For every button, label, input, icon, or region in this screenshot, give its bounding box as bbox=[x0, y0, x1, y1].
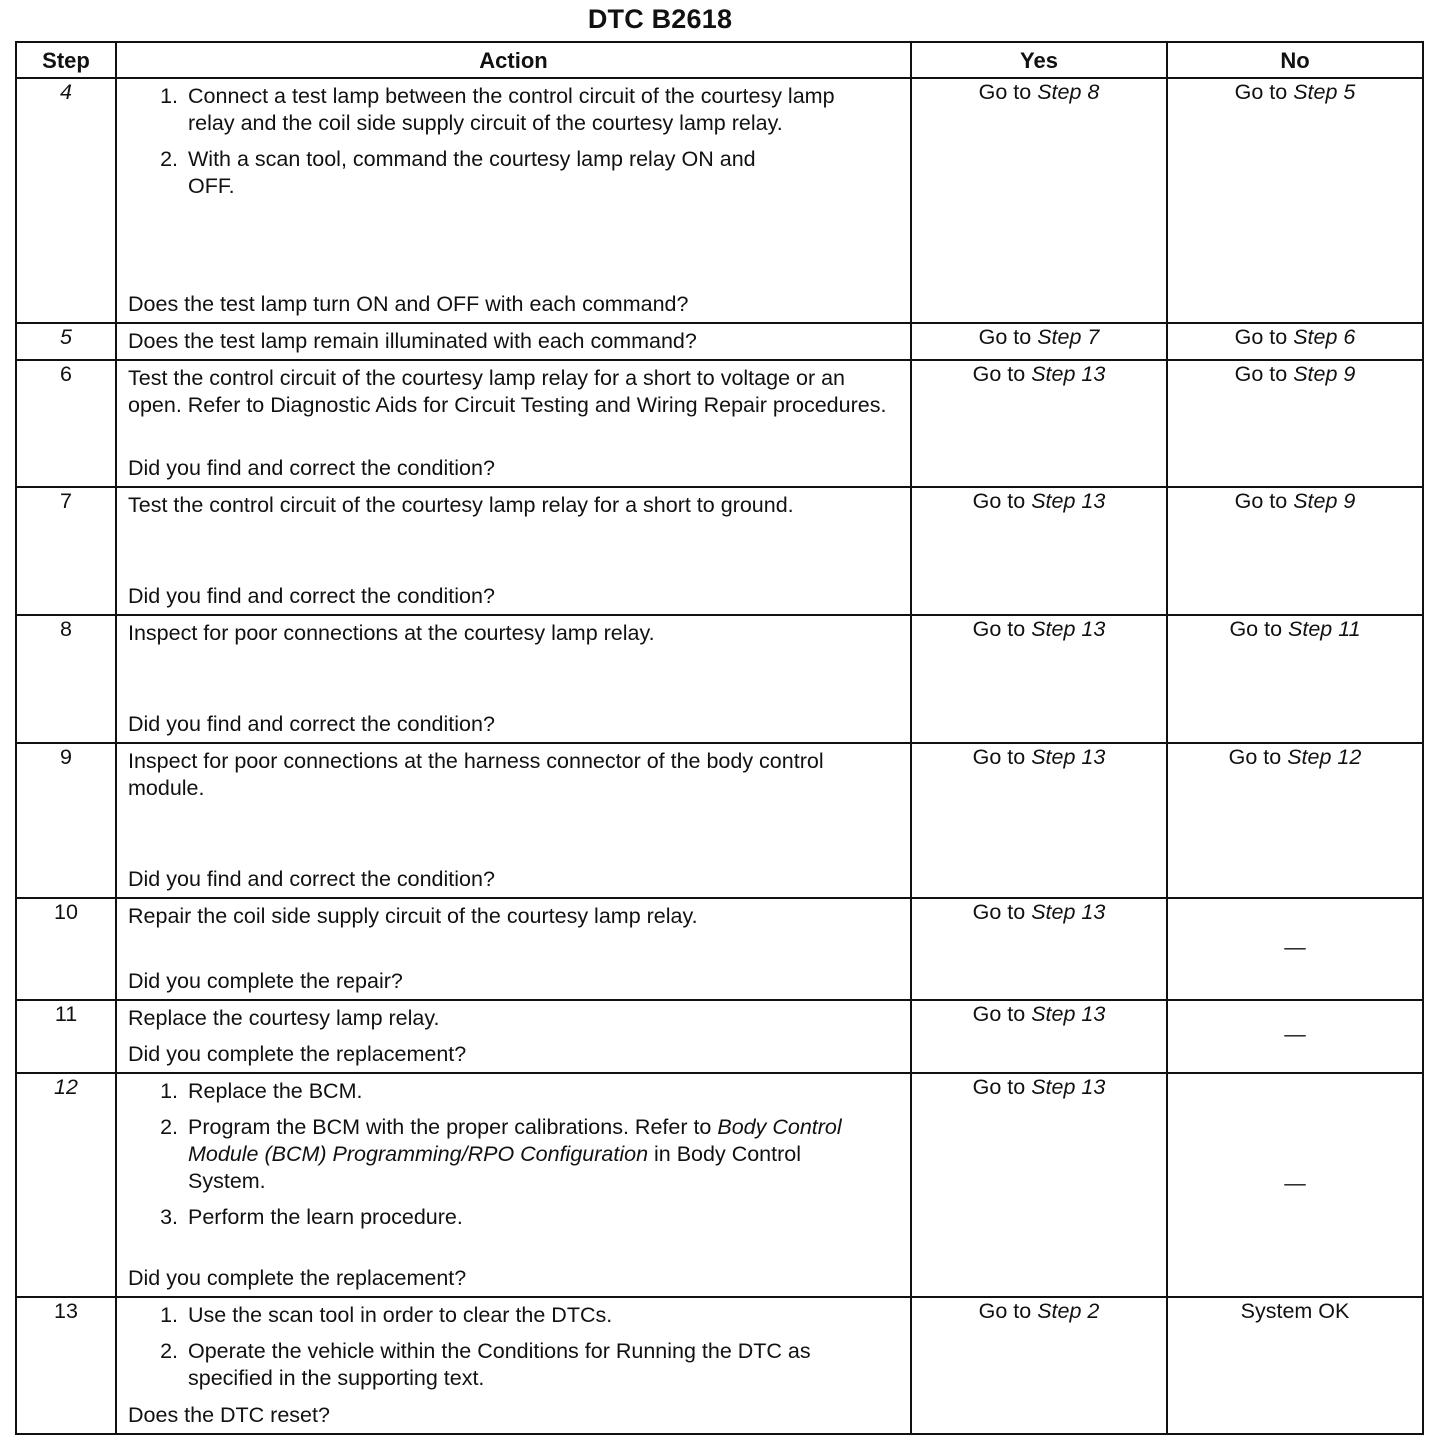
action-question: Does the test lamp turn ON and OFF with each command? bbox=[128, 292, 689, 316]
table-row-step-9 bbox=[16, 743, 1423, 898]
table-row-step-10 bbox=[16, 898, 1423, 1000]
step-number: 5 bbox=[16, 323, 116, 360]
no-cell bbox=[1167, 487, 1423, 615]
yes-cell bbox=[911, 743, 1167, 898]
go-to-label: Go to bbox=[1234, 325, 1294, 349]
go-to-label: Go to bbox=[1229, 617, 1289, 641]
action-list bbox=[128, 1302, 900, 1392]
action-question: Did you find and correct the condition? bbox=[128, 584, 495, 608]
no-step-link[interactable]: Step 6 bbox=[1293, 325, 1356, 349]
no-cell bbox=[1167, 615, 1423, 743]
yes-step-link[interactable]: Step 2 bbox=[1037, 1299, 1100, 1323]
step-number: 7 bbox=[16, 487, 116, 615]
no-dash: — bbox=[1284, 934, 1306, 959]
step-number: 12 bbox=[16, 1073, 116, 1297]
table-row-step-5 bbox=[16, 323, 1423, 360]
yes-step-link[interactable]: Step 13 bbox=[1031, 1002, 1106, 1026]
go-to-label: Go to bbox=[1234, 80, 1294, 104]
go-to-label: Go to bbox=[972, 617, 1032, 641]
list-item: 1. Use the scan tool in order to clear the DTCs. bbox=[184, 1302, 900, 1329]
yes-step-link[interactable]: Step 7 bbox=[1037, 325, 1100, 349]
yes-cell bbox=[911, 78, 1167, 323]
header-yes: Yes bbox=[911, 42, 1167, 78]
action-cell bbox=[116, 743, 911, 898]
header-no: No bbox=[1167, 42, 1423, 78]
no-step-link[interactable]: Step 12 bbox=[1287, 745, 1362, 769]
go-to-label: Go to bbox=[1234, 489, 1294, 513]
go-to-label: Go to bbox=[978, 1299, 1038, 1323]
yes-step-link[interactable]: Step 8 bbox=[1037, 80, 1100, 104]
action-question: Did you complete the repair? bbox=[128, 969, 403, 993]
table-row-step-6 bbox=[16, 360, 1423, 487]
action-question: Did you complete the replacement? bbox=[128, 1266, 467, 1290]
table-row-step-4 bbox=[16, 78, 1423, 323]
no-dash: — bbox=[1284, 1170, 1306, 1195]
go-to-label: Go to bbox=[972, 1002, 1032, 1026]
action-question: Does the DTC reset? bbox=[128, 1403, 330, 1427]
yes-step-link[interactable]: Step 13 bbox=[1031, 1075, 1106, 1099]
action-list bbox=[128, 83, 900, 200]
yes-step-link[interactable]: Step 13 bbox=[1031, 617, 1106, 641]
list-item: 1. Connect a test lamp between the control circuit of the courtesy lamp relay and the coil side supply circuit of the courtesy lamp relay. bbox=[184, 83, 900, 137]
go-to-label: Go to bbox=[1228, 745, 1288, 769]
list-item: 3. Perform the learn procedure. bbox=[184, 1204, 900, 1231]
no-cell bbox=[1167, 743, 1423, 898]
step-number: 4 bbox=[16, 78, 116, 323]
action-text: Test the control circuit of the courtesy lamp relay for a short to ground. bbox=[128, 493, 794, 517]
yes-cell bbox=[911, 360, 1167, 487]
reference-link[interactable]: Body Control Module (BCM) Programming/RPO Configuration bbox=[188, 1115, 842, 1166]
action-question: Did you find and correct the condition? bbox=[128, 867, 495, 891]
no-cell bbox=[1167, 323, 1423, 360]
no-cell bbox=[1167, 1297, 1423, 1434]
no-step-link[interactable]: Step 11 bbox=[1288, 617, 1361, 641]
list-item: 2. Operate the vehicle within the Conditions for Running the DTC as specified in the supporting text. bbox=[184, 1338, 900, 1392]
system-ok-label: System OK bbox=[1240, 1299, 1350, 1323]
step-number: 10 bbox=[16, 898, 116, 1000]
go-to-label: Go to bbox=[972, 900, 1032, 924]
yes-step-link[interactable]: Step 13 bbox=[1031, 900, 1106, 924]
list-item: 2. With a scan tool, command the courtesy lamp relay ON and OFF. bbox=[184, 146, 900, 200]
go-to-label: Go to bbox=[1234, 362, 1294, 386]
no-cell bbox=[1167, 78, 1423, 323]
step-number: 13 bbox=[16, 1297, 116, 1434]
table-row-step-13 bbox=[16, 1297, 1423, 1434]
go-to-label: Go to bbox=[978, 325, 1038, 349]
action-text: Test the control circuit of the courtesy lamp relay for a short to voltage or an open. Refer to Diagnostic Aids for Circuit Testing and Wiring Repair procedures. bbox=[128, 366, 887, 417]
action-cell bbox=[116, 1297, 911, 1434]
yes-step-link[interactable]: Step 13 bbox=[1031, 362, 1106, 386]
step-number: 9 bbox=[16, 743, 116, 898]
table-row-step-7 bbox=[16, 487, 1423, 615]
go-to-label: Go to bbox=[972, 1075, 1032, 1099]
action-question: Did you complete the replacement? bbox=[128, 1042, 467, 1066]
go-to-label: Go to bbox=[972, 489, 1032, 513]
yes-cell bbox=[911, 1000, 1167, 1073]
header-action: Action bbox=[116, 42, 911, 78]
yes-cell bbox=[911, 323, 1167, 360]
no-cell bbox=[1167, 1000, 1423, 1073]
action-text: Replace the courtesy lamp relay. bbox=[128, 1006, 440, 1030]
go-to-label: Go to bbox=[978, 80, 1038, 104]
no-step-link[interactable]: Step 5 bbox=[1293, 80, 1356, 104]
no-dash: — bbox=[1284, 1022, 1306, 1046]
action-cell bbox=[116, 360, 911, 487]
action-cell bbox=[116, 615, 911, 743]
action-cell bbox=[116, 78, 911, 323]
yes-cell bbox=[911, 615, 1167, 743]
yes-step-link[interactable]: Step 13 bbox=[1031, 745, 1106, 769]
action-text: Inspect for poor connections at the harness connector of the body control module. bbox=[128, 749, 824, 800]
no-cell bbox=[1167, 360, 1423, 487]
table-row-step-12 bbox=[16, 1073, 1423, 1297]
table-row-step-8 bbox=[16, 615, 1423, 743]
list-item-text: Program the BCM with the proper calibrations. Refer to bbox=[188, 1115, 718, 1139]
table-row-step-11 bbox=[16, 1000, 1423, 1073]
header-step: Step bbox=[16, 42, 116, 78]
go-to-label: Go to bbox=[972, 362, 1032, 386]
action-cell bbox=[116, 1073, 911, 1297]
action-cell bbox=[116, 1000, 911, 1073]
yes-step-link[interactable]: Step 13 bbox=[1031, 489, 1106, 513]
step-number: 8 bbox=[16, 615, 116, 743]
action-text: Inspect for poor connections at the courtesy lamp relay. bbox=[128, 621, 655, 645]
action-text: Repair the coil side supply circuit of the courtesy lamp relay. bbox=[128, 904, 698, 928]
no-cell bbox=[1167, 1073, 1423, 1297]
no-step-link[interactable]: Step 9 bbox=[1293, 489, 1356, 513]
list-item-text: in Body Control System. bbox=[188, 1142, 801, 1193]
action-question: Did you find and correct the condition? bbox=[128, 456, 495, 480]
action-list bbox=[128, 1078, 900, 1231]
header-row bbox=[16, 42, 1423, 78]
action-cell bbox=[116, 898, 911, 1000]
page-title: DTC B2618 bbox=[587, 4, 733, 34]
yes-cell bbox=[911, 1297, 1167, 1434]
no-step-link[interactable]: Step 9 bbox=[1293, 362, 1356, 386]
yes-cell bbox=[911, 487, 1167, 615]
yes-cell bbox=[911, 898, 1167, 1000]
dtc-table bbox=[15, 41, 1424, 1435]
action-cell bbox=[116, 487, 911, 615]
step-number: 11 bbox=[16, 1000, 116, 1073]
go-to-label: Go to bbox=[972, 745, 1032, 769]
action-cell bbox=[116, 323, 911, 360]
list-item: 1. Replace the BCM. bbox=[184, 1078, 900, 1105]
action-question: Did you find and correct the condition? bbox=[128, 712, 495, 736]
step-number: 6 bbox=[16, 360, 116, 487]
list-item bbox=[184, 1114, 900, 1195]
yes-cell bbox=[911, 1073, 1167, 1297]
action-question: Does the test lamp remain illuminated with each command? bbox=[128, 329, 697, 353]
no-cell bbox=[1167, 898, 1423, 1000]
